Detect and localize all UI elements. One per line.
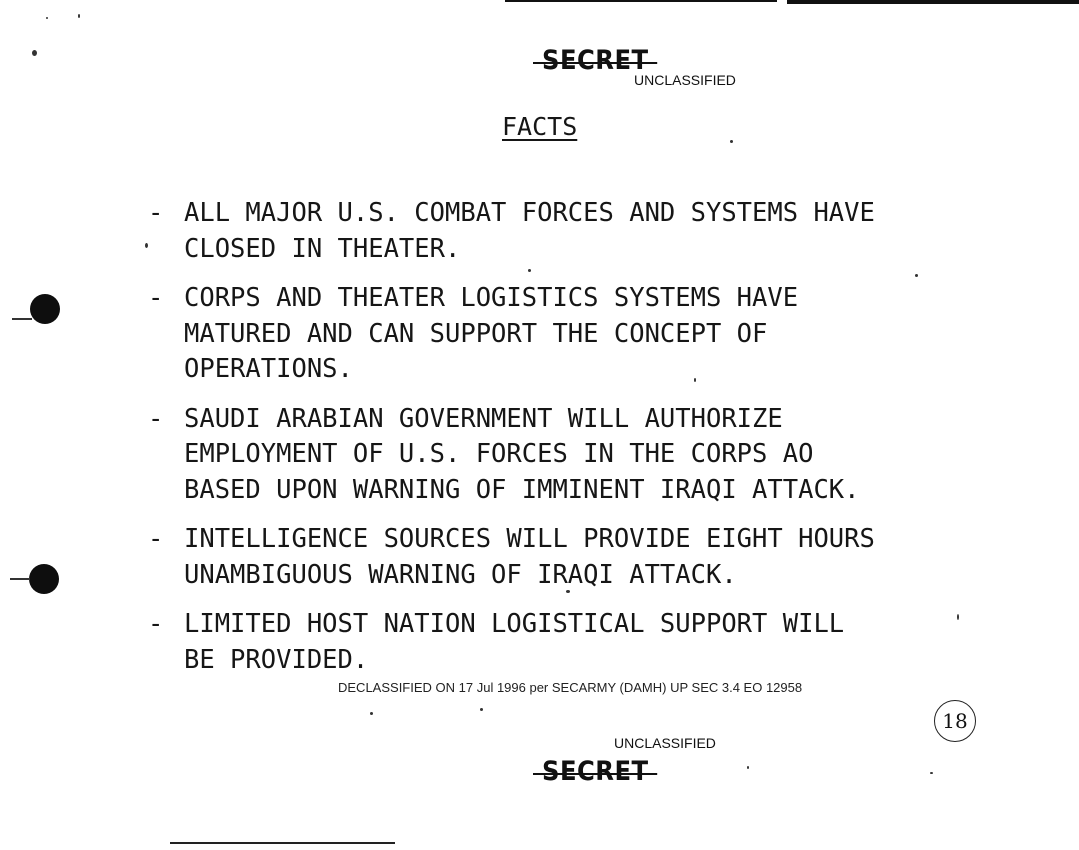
bullet-dash: - — [148, 283, 164, 313]
fact-text: LIMITED HOST NATION LOGISTICAL SUPPORT WILL BE PROVIDED. — [184, 609, 845, 675]
fact-text: SAUDI ARABIAN GOVERNMENT WILL AUTHORIZE EMPLOYMENT OF U.S. FORCES IN THE CORPS AO BASED UPON WARNING OF IMMINENT IRAQI ATTACK. — [184, 403, 860, 505]
scan-speck — [915, 274, 918, 277]
punch-hole-mark — [10, 578, 30, 580]
scan-speck — [930, 772, 933, 774]
top-scan-line — [505, 0, 777, 2]
scan-speck — [747, 766, 749, 769]
bottom-scan-line — [170, 842, 395, 844]
scan-speck — [32, 50, 37, 56]
scan-speck — [730, 140, 733, 143]
scan-speck — [78, 14, 80, 18]
classification-footer: UNCLASSIFIED — [614, 735, 716, 751]
fact-item — [148, 402, 968, 509]
fact-item — [148, 607, 968, 678]
scan-speck — [528, 269, 531, 272]
scan-speck — [566, 590, 570, 593]
bullet-dash: - — [148, 403, 164, 434]
scan-speck — [957, 614, 959, 620]
scan-speck — [370, 712, 373, 715]
fact-text: INTELLIGENCE SOURCES WILL PROVIDE EIGHT HOURS UNAMBIGUOUS WARNING OF IRAQI ATTACK. — [184, 524, 875, 590]
bullet-dash: - — [148, 198, 164, 228]
struck-classification-header: SECRET — [542, 45, 649, 76]
declassification-stamp: DECLASSIFIED ON 17 Jul 1996 per SECARMY (DAMH) UP SEC 3.4 EO 12958 — [338, 680, 803, 695]
scan-speck — [46, 17, 48, 19]
top-scan-line — [787, 0, 1079, 4]
punch-hole — [29, 564, 59, 594]
fact-text: ALL MAJOR U.S. COMBAT FORCES AND SYSTEMS HAVE CLOSED IN THEATER. — [184, 198, 875, 264]
classification-header: UNCLASSIFIED — [634, 72, 736, 88]
scan-speck — [145, 243, 148, 248]
fact-text: CORPS AND THEATER LOGISTICS SYSTEMS HAVE MATURED AND CAN SUPPORT THE CONCEPT OF OPERATIONS. — [184, 283, 799, 384]
punch-hole-mark — [12, 318, 32, 320]
fact-item — [148, 522, 968, 593]
scan-speck — [694, 378, 696, 382]
bullet-dash: - — [148, 524, 164, 554]
page-number: 18 — [934, 700, 976, 742]
fact-item — [148, 281, 968, 388]
fact-item — [148, 196, 968, 267]
struck-classification-footer: SECRET — [542, 756, 649, 787]
page-title: FACTS — [502, 112, 578, 141]
facts-list — [148, 196, 968, 695]
bullet-dash: - — [148, 609, 164, 639]
scan-speck — [480, 708, 483, 711]
punch-hole — [30, 294, 60, 324]
